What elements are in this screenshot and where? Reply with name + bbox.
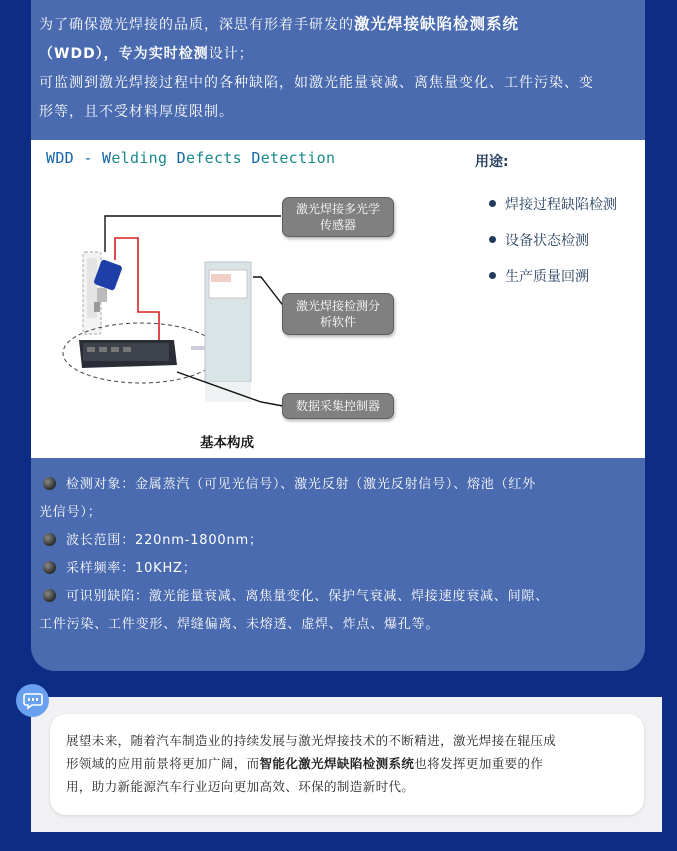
outlook-card xyxy=(50,714,644,815)
uses-title: 用途: xyxy=(475,154,509,170)
spec-item-wavelength: 波长范围：220nm-1800nm； xyxy=(39,527,639,555)
label-optical-sensor: 激光焊接多光学 传感器 xyxy=(282,197,394,237)
use-item: 设备状态检测 xyxy=(489,230,617,266)
intro-line-3: 可监测到激光焊接过程中的各种缺陷，如激光能量衰减、离焦量变化、工件污染、变 xyxy=(39,75,594,91)
red-cable xyxy=(115,238,159,346)
outlook-line-2: 形领域的应用前景将更加广阔，而智能化激光焊缺陷检测系统也将发挥更加重要的作 xyxy=(66,756,544,771)
outlook-line-1: 展望未来，随着汽车制造业的持续发展与激光焊接技术的不断精进，激光焊接在辊压成 xyxy=(66,733,557,748)
diagram-title: WDD - Welding Defects Detection xyxy=(46,149,336,167)
use-item: 生产质量回溯 xyxy=(489,266,617,302)
uses-list xyxy=(489,194,617,302)
dot-icon xyxy=(43,561,56,574)
computer-device-icon xyxy=(191,262,251,402)
chat-bubble-icon xyxy=(16,684,49,717)
spec-item-defects: 可识别缺陷：激光能量衰减、离焦量变化、保护气衰减、焊接速度衰减、间隙、 xyxy=(39,583,639,611)
spec-item-target-cont: 光信号）； xyxy=(39,505,102,520)
sensor-device-icon xyxy=(83,252,123,334)
outlook-section xyxy=(31,697,662,832)
controller-device-icon xyxy=(79,340,177,368)
spec-item-target: 检测对象：金属蒸汽（可见光信号）、激光反射（激光反射信号）、熔池（红外 xyxy=(39,471,639,499)
dot-icon xyxy=(43,533,56,546)
use-item: 焊接过程缺陷检测 xyxy=(489,194,617,230)
product-name: 激光焊接缺陷检测系统 xyxy=(354,15,520,33)
label-data-controller: 数据采集控制器 xyxy=(282,393,394,419)
intro-line-4: 形等，且不受材料厚度限制。 xyxy=(39,104,234,120)
spec-item-sampling: 采样频率：10KHZ； xyxy=(39,555,639,583)
outlook-line-3: 用，助力新能源汽车行业迈向更加高效、环保的制造新时代。 xyxy=(66,779,415,794)
spec-list xyxy=(39,471,639,639)
hardware-illustration xyxy=(31,140,461,430)
dot-icon xyxy=(43,477,56,490)
intro-text xyxy=(39,10,639,127)
dot-icon xyxy=(43,589,56,602)
system-diagram xyxy=(31,140,645,458)
label-analysis-software: 激光焊接检测分 析软件 xyxy=(282,293,394,335)
intro-line-2: （WDD），专为实时检测设计； xyxy=(39,46,254,62)
intro-line-1: 为了确保激光焊接的品质，深思有形着手研发的激光焊接缺陷检测系统 xyxy=(39,15,520,33)
diagram-caption: 基本构成 xyxy=(200,435,254,451)
spec-item-defects-cont: 工件污染、工件变形、焊缝偏离、未熔透、虚焊、炸点、爆孔等。 xyxy=(39,617,440,632)
